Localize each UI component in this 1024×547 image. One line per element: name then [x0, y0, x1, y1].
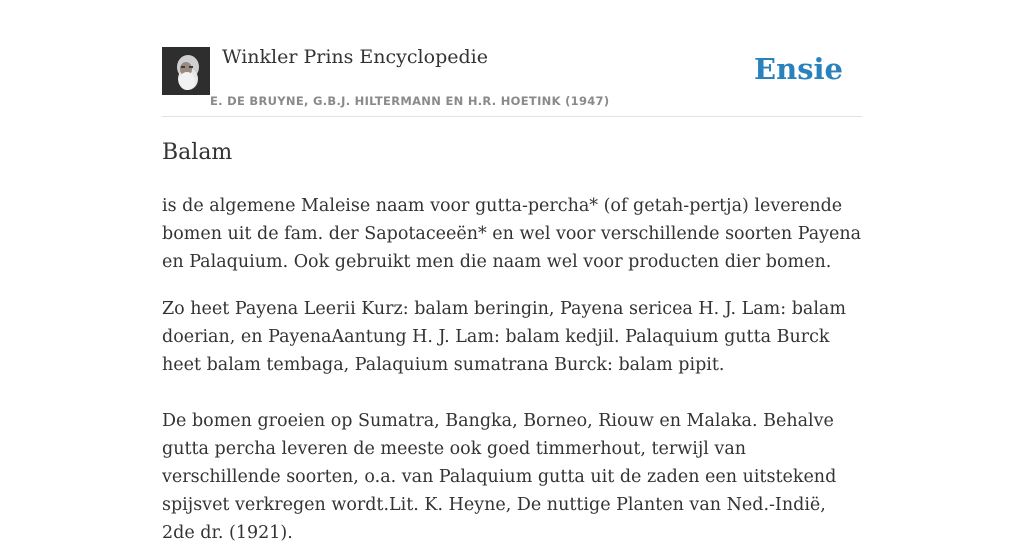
- authors-byline: E. DE BRUYNE, G.B.J. HILTERMANN EN H.R. HOETINK (1947): [210, 94, 610, 108]
- portrait-icon: [162, 47, 210, 95]
- entry-paragraph: Zo heet Payena Leerii Kurz: balam beringin, Payena sericea H. J. Lam: balam doerian, en PayenaAantung H. J. Lam: balam kedjil. Palaquium gutta Burck heet balam tembaga, Palaquium sumatrana Burck: balam pipit.: [162, 299, 846, 375]
- site-title[interactable]: Winkler Prins Encyclopedie: [222, 46, 488, 68]
- entry-paragraph: De bomen groeien op Sumatra, Bangka, Borneo, Riouw en Malaka. Behalve gutta percha leveren de meeste ook goed timmerhout, terwijl van verschillende soorten, o.a. van Palaquium gutta uit de zaden een uitstekend spijsvet verkregen wordt.Lit. K. Heyne, De nuttige Planten van Ned.-Indië, 2de dr. (1921).: [162, 411, 837, 543]
- entry-paragraph: is de algemene Maleise naam voor gutta-percha* (of getah-pertja) leverende bomen uit de fam. der Sapotaceeën* en wel voor verschillende soorten Payena en Palaquium. Ook gebruikt men die naam wel voor producten dier bomen.: [162, 196, 862, 272]
- site-header: [162, 0, 862, 117]
- author-avatar[interactable]: [162, 47, 210, 95]
- page-container: [162, 0, 862, 543]
- brand-logo[interactable]: Ensie: [754, 52, 843, 86]
- entry-title: Balam: [162, 140, 233, 165]
